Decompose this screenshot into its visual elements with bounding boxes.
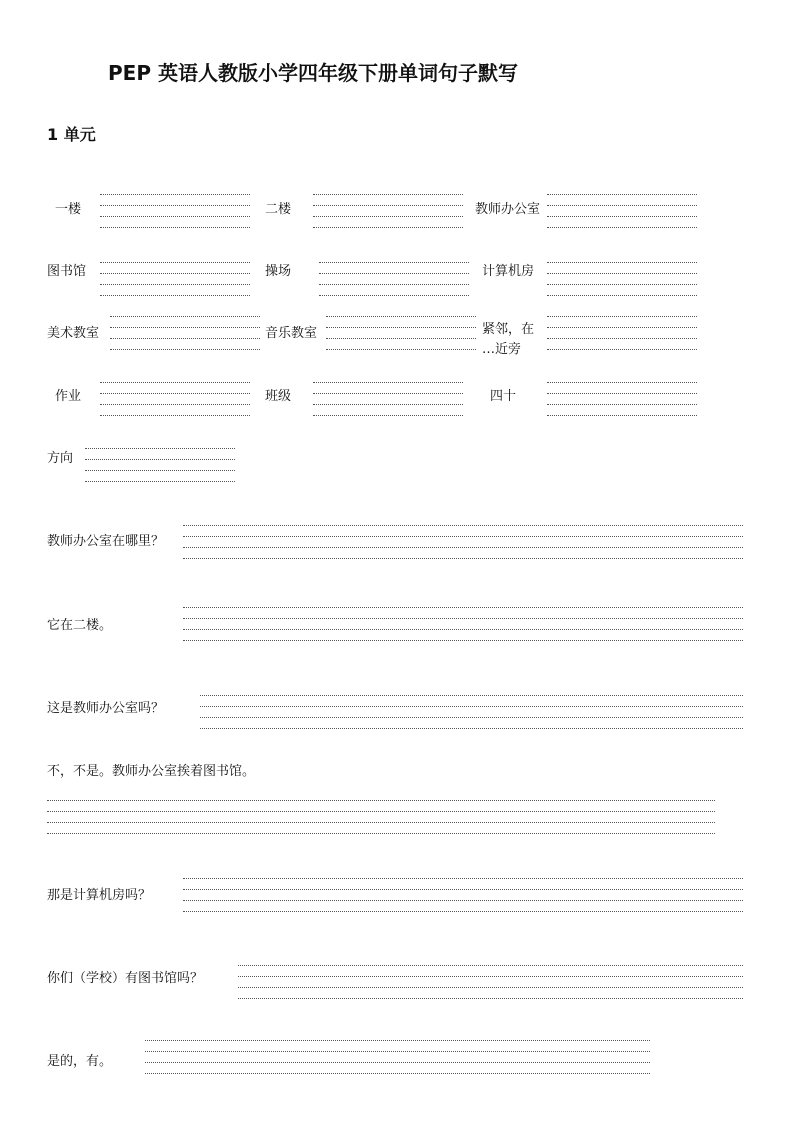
word-label: 教师办公室 [475,202,541,217]
word-label: 音乐教室 [265,326,318,341]
sentence-label: 这是教师办公室吗？ [47,701,165,716]
answer-lines[interactable] [547,316,697,350]
answer-lines[interactable] [47,800,715,834]
answer-lines[interactable] [313,382,463,416]
sentence-label: 它在二楼。 [47,618,113,633]
answer-lines[interactable] [145,1040,650,1074]
answer-lines[interactable] [85,448,235,482]
answer-lines[interactable] [547,382,697,416]
sentence-label: 是的，有。 [47,1054,113,1069]
word-label: 操场 [265,264,292,279]
word-label: 作业 [55,389,82,404]
word-label: 方向 [47,451,74,466]
sentence-label: 教师办公室在哪里？ [47,534,165,549]
sentence-label: 你们（学校）有图书馆吗？ [47,971,204,986]
page-title: PEP 英语人教版小学四年级下册单词句子默写 [108,61,518,85]
answer-lines[interactable] [238,965,743,999]
answer-lines[interactable] [547,262,697,296]
word-label: 图书馆 [47,264,87,279]
word-label: 四十 [490,389,517,404]
answer-lines[interactable] [100,382,250,416]
answer-lines[interactable] [183,607,743,641]
answer-lines[interactable] [100,194,250,228]
word-label: 班级 [265,389,292,404]
answer-lines[interactable] [319,262,469,296]
word-label: 美术教室 [47,326,100,341]
answer-lines[interactable] [547,194,697,228]
answer-lines[interactable] [313,194,463,228]
sentence-label: 那是计算机房吗？ [47,888,152,903]
answer-lines[interactable] [326,316,476,350]
answer-lines[interactable] [100,262,250,296]
sentence-label: 不，不是。教师办公室挨着图书馆。 [47,764,256,779]
word-label: 二楼 [265,202,292,217]
unit-heading: 1 单元 [47,125,96,144]
answer-lines[interactable] [183,878,743,912]
word-label: 计算机房 [482,264,535,279]
answer-lines[interactable] [110,316,260,350]
answer-lines[interactable] [200,695,743,729]
word-label: 紧邻，在 …近旁 [482,322,535,357]
answer-lines[interactable] [183,525,743,559]
word-label: 一楼 [55,202,82,217]
